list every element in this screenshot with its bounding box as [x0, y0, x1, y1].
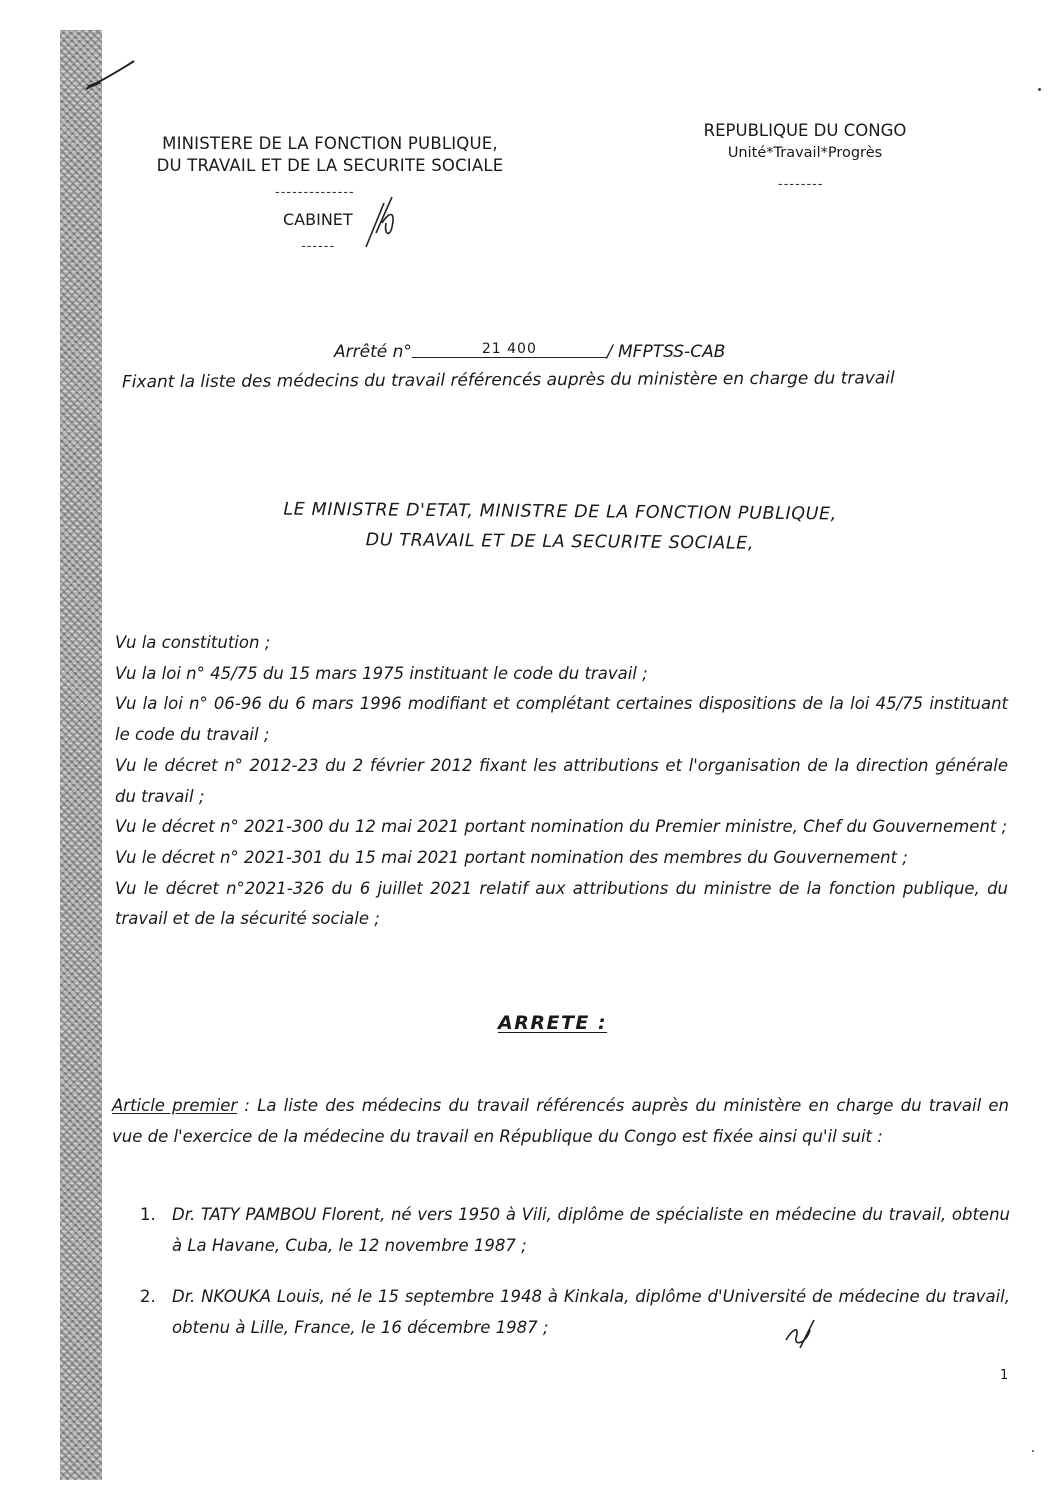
- considerants-list: [115, 628, 1008, 935]
- initials-signature: [362, 193, 402, 251]
- article-label: Article premier: [112, 1096, 238, 1115]
- doctor-item: [140, 1199, 1010, 1261]
- republic-name: REPUBLIQUE DU CONGO: [703, 121, 907, 140]
- ministry-line-1: MINISTERE DE LA FONCTION PUBLIQUE,: [162, 134, 498, 153]
- considerant-item: Vu le décret n° 2021-300 du 12 mai 2021 portant nomination du Premier ministre, Chef du Gouvernement ;: [115, 817, 1008, 837]
- doctor-number: 2.: [140, 1287, 156, 1306]
- minister-title-line-1: LE MINISTRE D'ETAT, MINISTRE DE LA FONCTION PUBLIQUE,: [283, 499, 837, 525]
- republic-motto: Unité*Travail*Progrès: [727, 145, 883, 161]
- article-premier: [112, 1091, 1009, 1152]
- considerant-item: Vu la loi n° 45/75 du 15 mars 1975 instituant le code du travail ;: [115, 663, 648, 683]
- considerant-item: Vu le décret n° 2021-301 du 15 mai 2021 portant nomination des membres du Gouvernement ;: [115, 847, 908, 867]
- doctor-item: [140, 1281, 1010, 1343]
- considerant-item: Vu le décret n° 2012-23 du 2 février 2012 fixant les attributions et l'organisation de la direction générale du travail ;: [115, 755, 1008, 806]
- article-text: : La liste des médecins du travail référencés auprès du ministère en charge du travail en vue de l'exercice de la médecine du travail en République du Congo est fixée ainsi qu'il suit :: [112, 1096, 1009, 1146]
- separator-dashes: --------------: [275, 185, 355, 200]
- doctor-text: Dr. NKOUKA Louis, né le 15 septembre 1948 à Kinkala, diplôme d'Université de médecine du travail, obtenu à Lille, France, le 16 décembre 1987 ;: [172, 1287, 1010, 1337]
- minister-title: [170, 494, 950, 561]
- cabinet-label: CABINET: [283, 210, 353, 229]
- separator-dashes: ------: [301, 239, 336, 254]
- page-number: 1: [1000, 1368, 1009, 1383]
- ministry-header: [115, 133, 545, 177]
- arrete-reference: [334, 342, 725, 362]
- scan-binding-edge: [60, 30, 102, 1480]
- arrete-subject: Fixant la liste des médecins du travail référencés auprès du ministère en charge du travail: [121, 368, 895, 393]
- arrete-suffix: / MFPTSS-CAB: [606, 342, 726, 362]
- paraph-initials: [780, 1310, 820, 1352]
- doctor-text: Dr. TATY PAMBOU Florent, né vers 1950 à Vili, diplôme de spécialiste en médecine du travail, obtenu à La Havane, Cuba, le 12 novembre 1987 ;: [172, 1205, 1010, 1255]
- considerant-item: Vu la loi n° 06-96 du 6 mars 1996 modifiant et complétant certaines dispositions de la loi 45/75 instituant le code du travail ;: [115, 694, 1008, 745]
- ministry-line-2: DU TRAVAIL ET DE LA SECURITE SOCIALE: [156, 156, 504, 175]
- scan-speck: [1038, 88, 1041, 91]
- minister-title-line-2: DU TRAVAIL ET DE LA SECURITE SOCIALE,: [365, 530, 755, 554]
- doctors-list: [140, 1199, 1010, 1363]
- considerant-item: Vu la constitution ;: [115, 633, 271, 652]
- handwritten-stroke: [82, 55, 142, 95]
- scan-speck: [1032, 1450, 1034, 1452]
- arrete-prefix: Arrêté n°: [334, 342, 412, 362]
- doctor-number: 1.: [140, 1205, 156, 1224]
- arrete-heading: ARRETE :: [498, 1012, 608, 1034]
- considerant-item: Vu le décret n°2021-326 du 6 juillet 2021 relatif aux attributions du ministre de la fonction publique, du travail et de la sécurité sociale ;: [115, 878, 1008, 929]
- republic-header: [670, 120, 940, 164]
- separator-dashes: --------: [778, 177, 824, 192]
- arrete-number: 21 400: [412, 341, 607, 358]
